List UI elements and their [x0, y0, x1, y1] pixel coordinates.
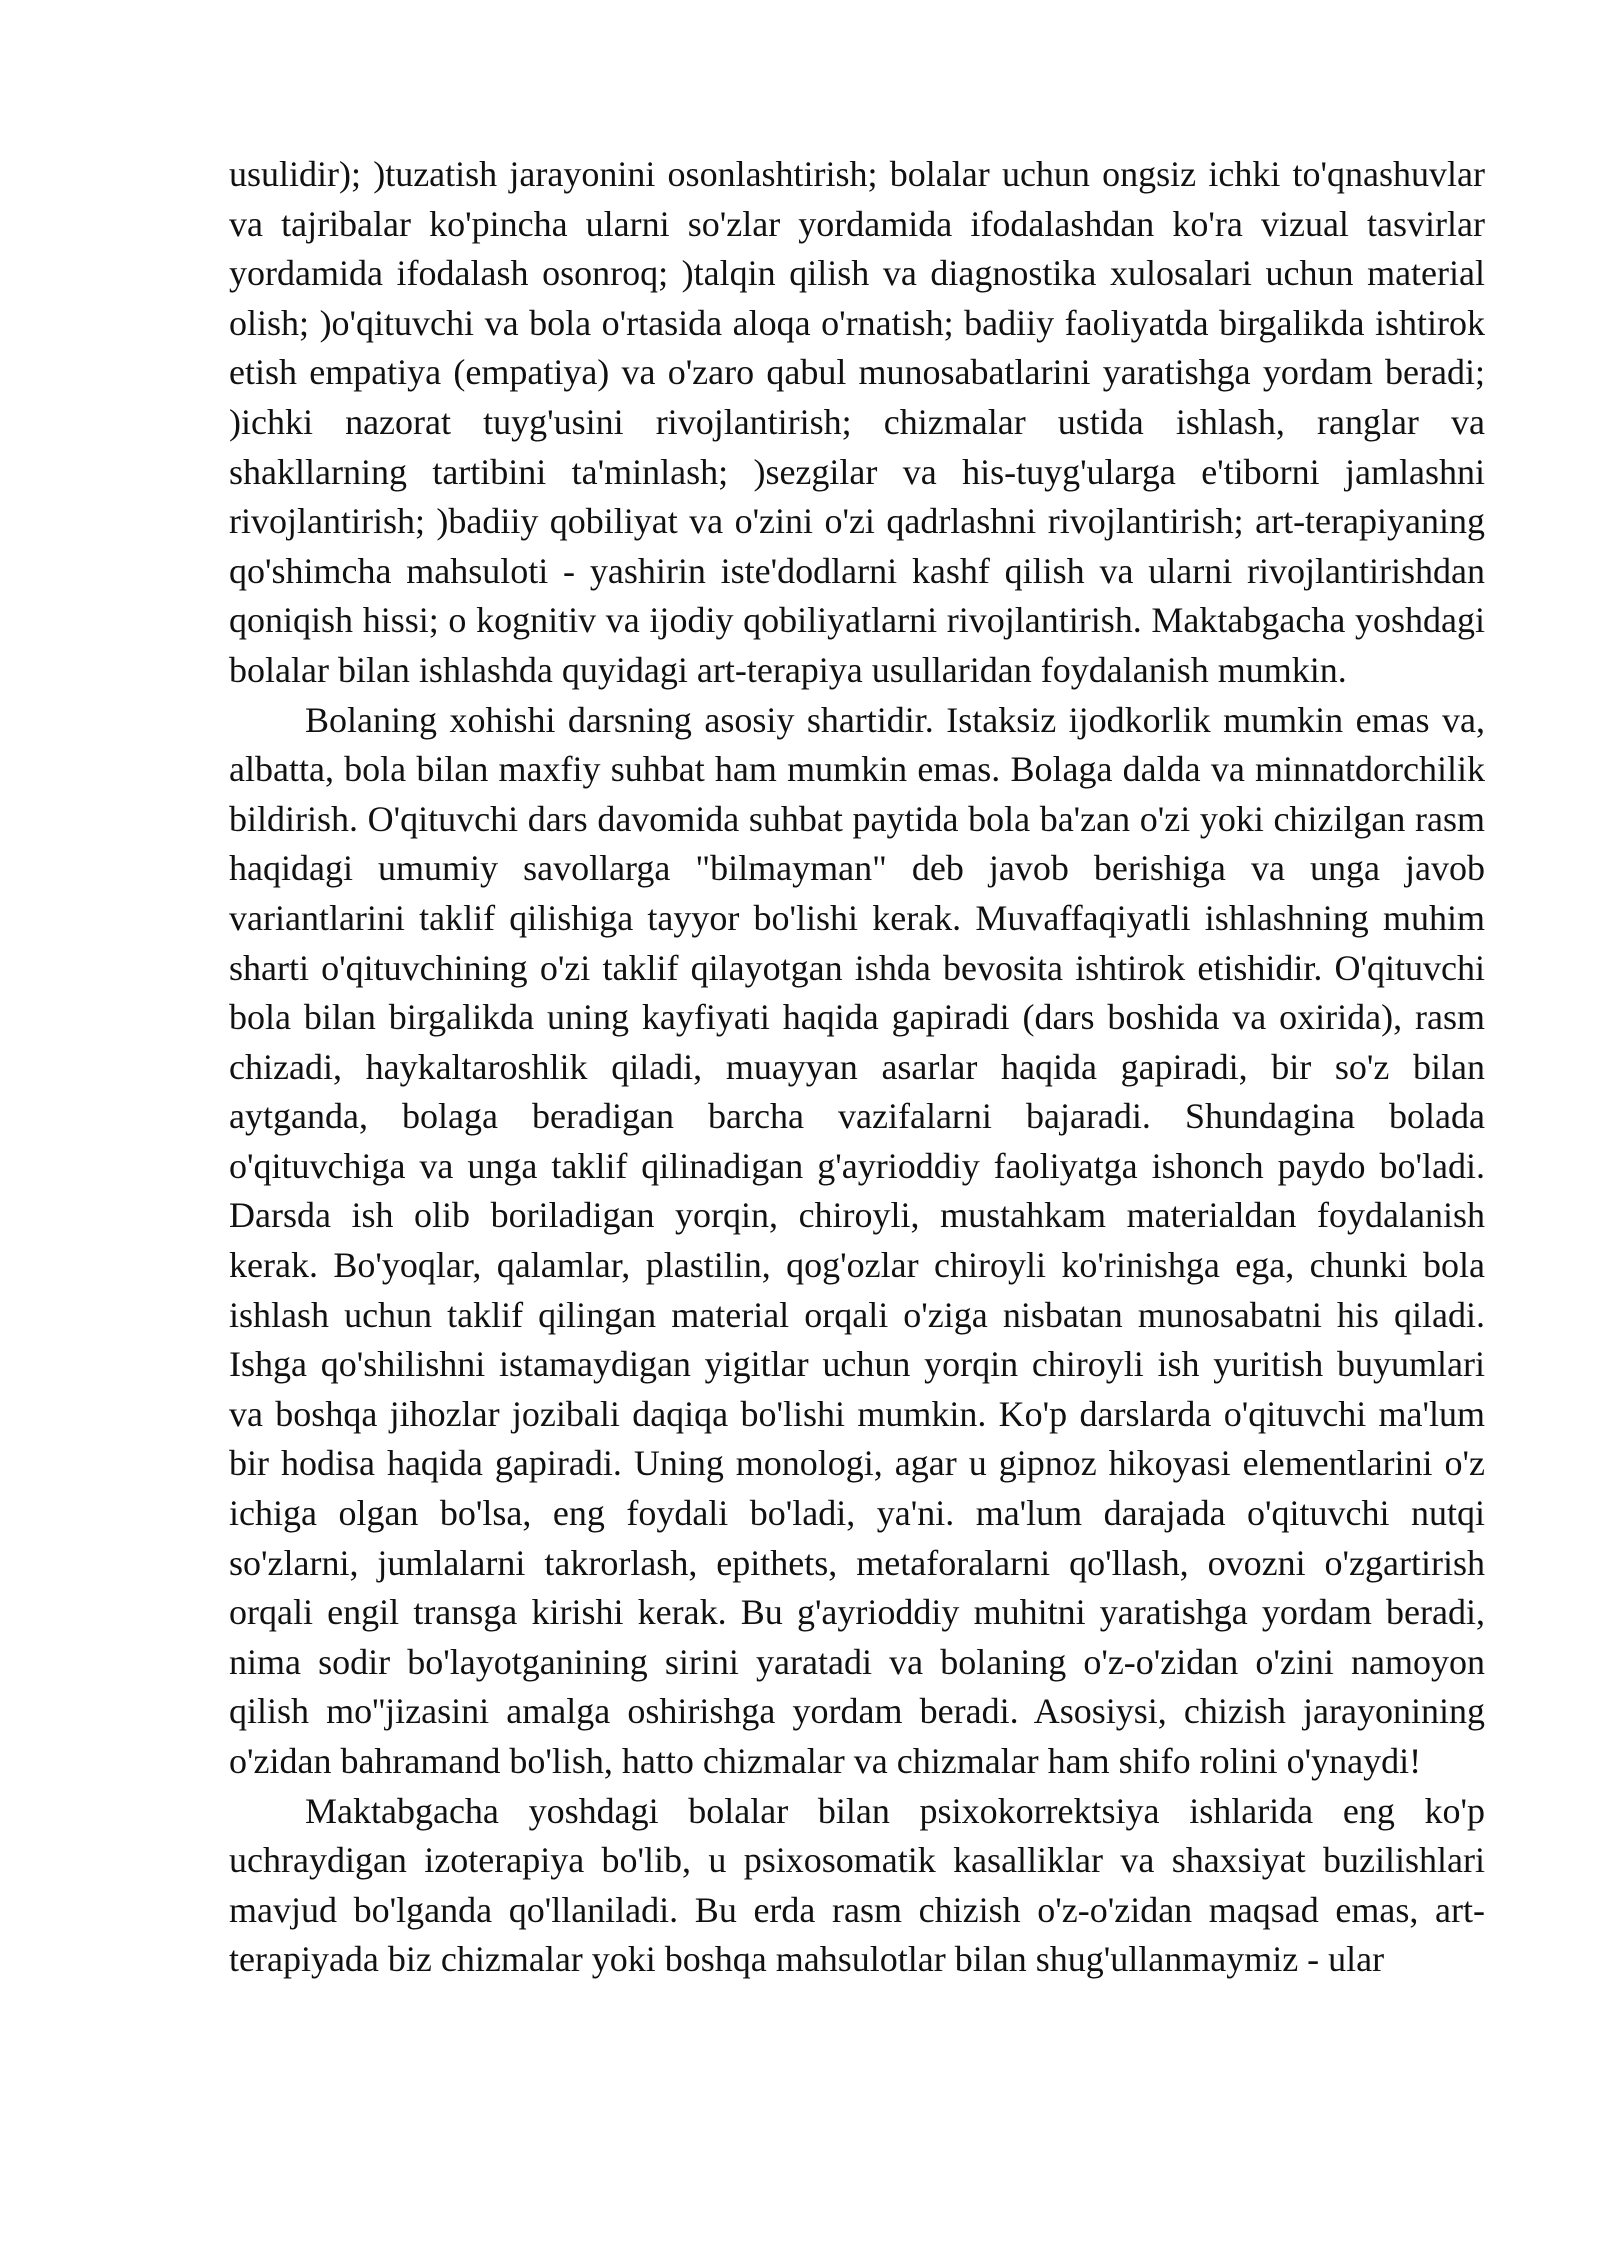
paragraph: usulidir); )tuzatish jarayonini osonlashtirish; bolalar uchun ongsiz ichki to'qnashuvlar va tajribalar ko'pincha ularni so'zlar yordamida ifodalashdan ko'ra vizual tasvirlar yordamida ifodalash osonroq; )talqin qilish va diagnostika xulosalari uchun material olish; )o'qituvchi va bola o'rtasida aloqa o'rnatish; badiiy faoliyatda birgalikda ishtirok etish empatiya (empatiya) va o'zaro qabul munosabatlarini yaratishga yordam beradi; )ichki nazorat tuyg'usini rivojlantirish; chizmalar ustida ishlash, ranglar va shakllarning tartibini ta'minlash; )sezgilar va his-tuyg'ularga e'tiborni jamlashni rivojlantirish; )badiiy qobiliyat va o'zini o'zi qadrlashni rivojlantirish; art-terapiyaning qo'shimcha mahsuloti - yashirin iste'dodlarni kashf qilish va ularni rivojlantirishdan qoniqish hissi; o kognitiv va ijodiy qobiliyatlarni rivojlantirish. Maktabgacha yoshdagi bolalar bilan ishlashda quyidagi art-terapiya usullaridan foydalanish mumkin.: [229, 154, 1485, 690]
document-page: [229, 150, 1485, 1985]
paragraph: Bolaning xohishi darsning asosiy shartidir. Istaksiz ijodkorlik mumkin emas va, albatta, bola bilan maxfiy suhbat ham mumkin emas. Bolaga dalda va minnatdorchilik bildirish. O'qituvchi dars davomida suhbat paytida bola ba'zan o'zi yoki chizilgan rasm haqidagi umumiy savollarga "bilmayman" deb javob berishiga va unga javob variantlarini taklif qilishiga tayyor bo'lishi kerak. Muvaffaqiyatli ishlashning muhim sharti o'qituvchining o'zi taklif qilayotgan ishda bevosita ishtirok etishidir. O'qituvchi bola bilan birgalikda uning kayfiyati haqida gapiradi (dars boshida va oxirida), rasm chizadi, haykaltaroshlik qiladi, muayyan asarlar haqida gapiradi, bir so'z bilan aytganda, bolaga beradigan barcha vazifalarni bajaradi. Shundagina bolada o'qituvchiga va unga taklif qilinadigan g'ayrioddiy faoliyatga ishonch paydo bo'ladi. Darsda ish olib boriladigan yorqin, chiroyli, mustahkam materialdan foydalanish kerak. Bo'yoqlar, qalamlar, plastilin, qog'ozlar chiroyli ko'rinishga ega, chunki bola ishlash uchun taklif qilingan material orqali o'ziga nisbatan munosabatni his qiladi. Ishga qo'shilishni istamaydigan yigitlar uchun yorqin chiroyli ish yuritish buyumlari va boshqa jihozlar jozibali daqiqa bo'lishi mumkin. Ko'p darslarda o'qituvchi ma'lum bir hodisa haqida gapiradi. Uning monologi, agar u gipnoz hikoyasi elementlarini o'z ichiga olgan bo'lsa, eng foydali bo'ladi, ya'ni. ma'lum darajada o'qituvchi nutqi so'zlarni, jumlalarni takrorlash, epithets, metaforalarni qo'llash, ovozni o'zgartirish orqali engil transga kirishi kerak. Bu g'ayrioddiy muhitni yaratishga yordam beradi, nima sodir bo'layotganining sirini yaratadi va bolaning o'z-o'zidan o'zini namoyon qilish mo''jizasini amalga oshirishga yordam beradi. Asosiysi, chizish jarayonining o'zidan bahramand bo'lish, hatto chizmalar va chizmalar ham shifo rolini o'ynaydi!: [229, 699, 1485, 1781]
paragraph: Maktabgacha yoshdagi bolalar bilan psixokorrektsiya ishlarida eng ko'p uchraydigan izoterapiya bo'lib, u psixosomatik kasalliklar va shaxsiyat buzilishlari mavjud bo'lganda qo'llaniladi. Bu erda rasm chizish o'z-o'zidan maqsad emas, art-terapiyada biz chizmalar yoki boshqa mahsulotlar bilan shug'ullanmaymiz - ular: [229, 1790, 1485, 1980]
